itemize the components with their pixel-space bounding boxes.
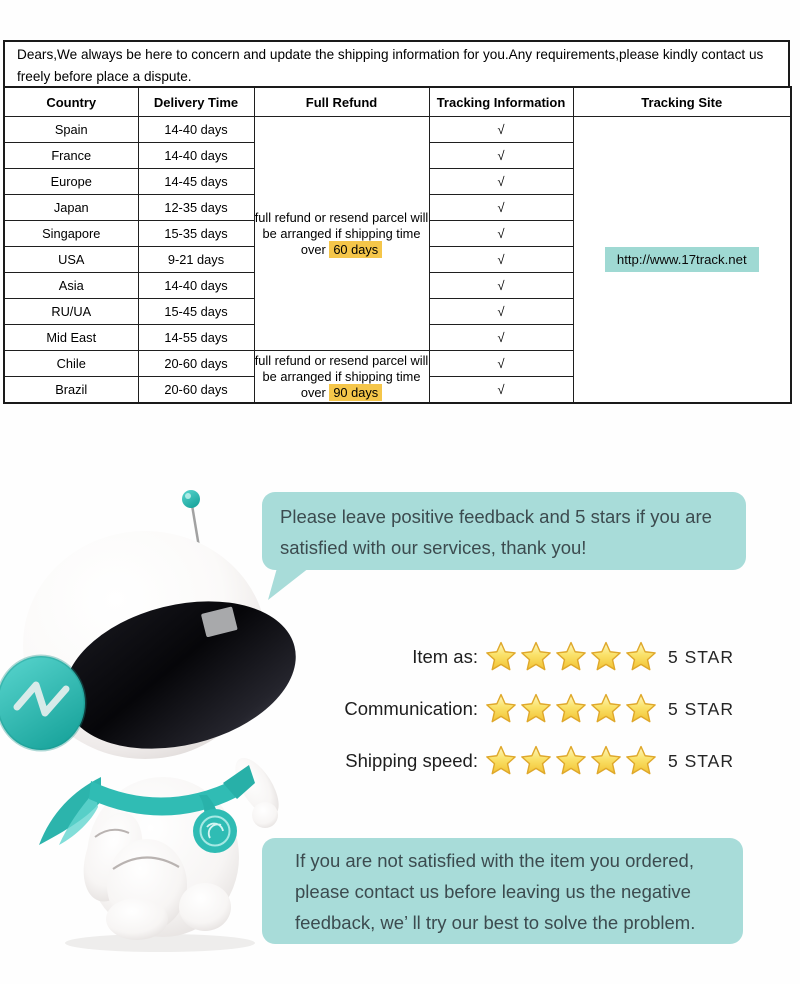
tracking-check-cell: √ (429, 325, 573, 351)
rating-row-communication (250, 690, 750, 728)
delivery-time-cell: 15-45 days (138, 299, 254, 325)
col-header-delivery-time: Delivery Time (138, 87, 254, 117)
tracking-check-cell: √ (429, 247, 573, 273)
col-header-tracking-site: Tracking Site (573, 87, 791, 117)
col-header-full-refund: Full Refund (254, 87, 429, 117)
delivery-time-cell: 14-45 days (138, 169, 254, 195)
star-icon (589, 640, 623, 674)
country-cell: RU/UA (4, 299, 138, 325)
shipping-table-header (4, 87, 791, 117)
country-cell: Spain (4, 117, 138, 143)
star-icon (484, 744, 518, 778)
col-header-country: Country (4, 87, 138, 117)
star-icon (484, 692, 518, 726)
country-cell: Asia (4, 273, 138, 299)
rating-suffix: 5 STAR (668, 698, 734, 719)
star-icon (589, 692, 623, 726)
delivery-time-cell: 14-40 days (138, 117, 254, 143)
bubble-line: feedback, we’ ll try our best to solve the problem. (295, 912, 696, 933)
rating-suffix: 5 STAR (668, 750, 734, 771)
full-refund-cell (254, 117, 429, 351)
dispute-speech-bubble (262, 838, 743, 944)
star-icon (624, 692, 658, 726)
col-header-tracking-information: Tracking Information (429, 87, 573, 117)
star-icon (519, 744, 553, 778)
tracking-check-cell: √ (429, 299, 573, 325)
star-icon (554, 744, 588, 778)
delivery-time-cell: 20-60 days (138, 377, 254, 404)
refund-days-highlight: 90 days (329, 384, 382, 401)
country-cell: Japan (4, 195, 138, 221)
rating-row-item-as (250, 638, 750, 676)
star-icon (519, 640, 553, 674)
star-icon (554, 692, 588, 726)
bubble-line: If you are not satisfied with the item you ordered, (295, 850, 694, 871)
shipping-table-body (4, 117, 791, 404)
tracking-site-url[interactable]: http://www.17track.net (605, 247, 759, 272)
tracking-site-cell (573, 117, 791, 404)
star-icon (554, 640, 588, 674)
delivery-time-cell: 14-40 days (138, 273, 254, 299)
rating-suffix: 5 STAR (668, 646, 734, 667)
delivery-time-cell: 9-21 days (138, 247, 254, 273)
country-cell: Europe (4, 169, 138, 195)
country-cell: Mid East (4, 325, 138, 351)
country-cell: Chile (4, 351, 138, 377)
refund-text: full refund or resend parcel will be arranged if shipping time over (254, 352, 429, 400)
feedback-speech-bubble (262, 492, 746, 570)
table-row (4, 117, 791, 143)
delivery-time-cell: 14-40 days (138, 143, 254, 169)
refund-days-highlight: 60 days (329, 241, 382, 258)
bubble-line: please contact us before leaving us the negative (295, 881, 691, 902)
star-icon (589, 744, 623, 778)
full-refund-cell (254, 351, 429, 404)
rating-row-shipping-speed (250, 742, 750, 780)
refund-text: full refund or resend parcel will be arranged if shipping time over (254, 209, 429, 257)
tracking-check-cell: √ (429, 273, 573, 299)
star-rating (484, 692, 659, 726)
country-cell: USA (4, 247, 138, 273)
shipping-table (3, 86, 790, 404)
tracking-check-cell: √ (429, 377, 573, 404)
tracking-check-cell: √ (429, 169, 573, 195)
star-icon (624, 744, 658, 778)
star-icon (484, 640, 518, 674)
country-cell: France (4, 143, 138, 169)
bubble-line: Please leave positive feedback and 5 stars if you are (280, 506, 712, 527)
shipping-notice: Dears,We always be here to concern and update the shipping information for you.Any requirements,please kindly contact us freely before place a dispute. (3, 40, 790, 88)
star-rating (484, 744, 659, 778)
delivery-time-cell: 12-35 days (138, 195, 254, 221)
tracking-check-cell: √ (429, 221, 573, 247)
tracking-check-cell: √ (429, 143, 573, 169)
rating-label: Communication: (344, 698, 478, 719)
tracking-check-cell: √ (429, 117, 573, 143)
star-icon (624, 640, 658, 674)
star-icon (519, 692, 553, 726)
delivery-time-cell: 14-55 days (138, 325, 254, 351)
robot-chest-badge (193, 809, 237, 853)
bubble-line: satisfied with our services, thank you! (280, 537, 587, 558)
rating-label: Shipping speed: (345, 750, 478, 771)
star-rating (484, 640, 659, 674)
country-cell: Singapore (4, 221, 138, 247)
delivery-time-cell: 15-35 days (138, 221, 254, 247)
country-cell: Brazil (4, 377, 138, 404)
tracking-check-cell: √ (429, 195, 573, 221)
tracking-check-cell: √ (429, 351, 573, 377)
robot-earpiece (0, 656, 85, 750)
delivery-time-cell: 20-60 days (138, 351, 254, 377)
rating-label: Item as: (412, 646, 478, 667)
